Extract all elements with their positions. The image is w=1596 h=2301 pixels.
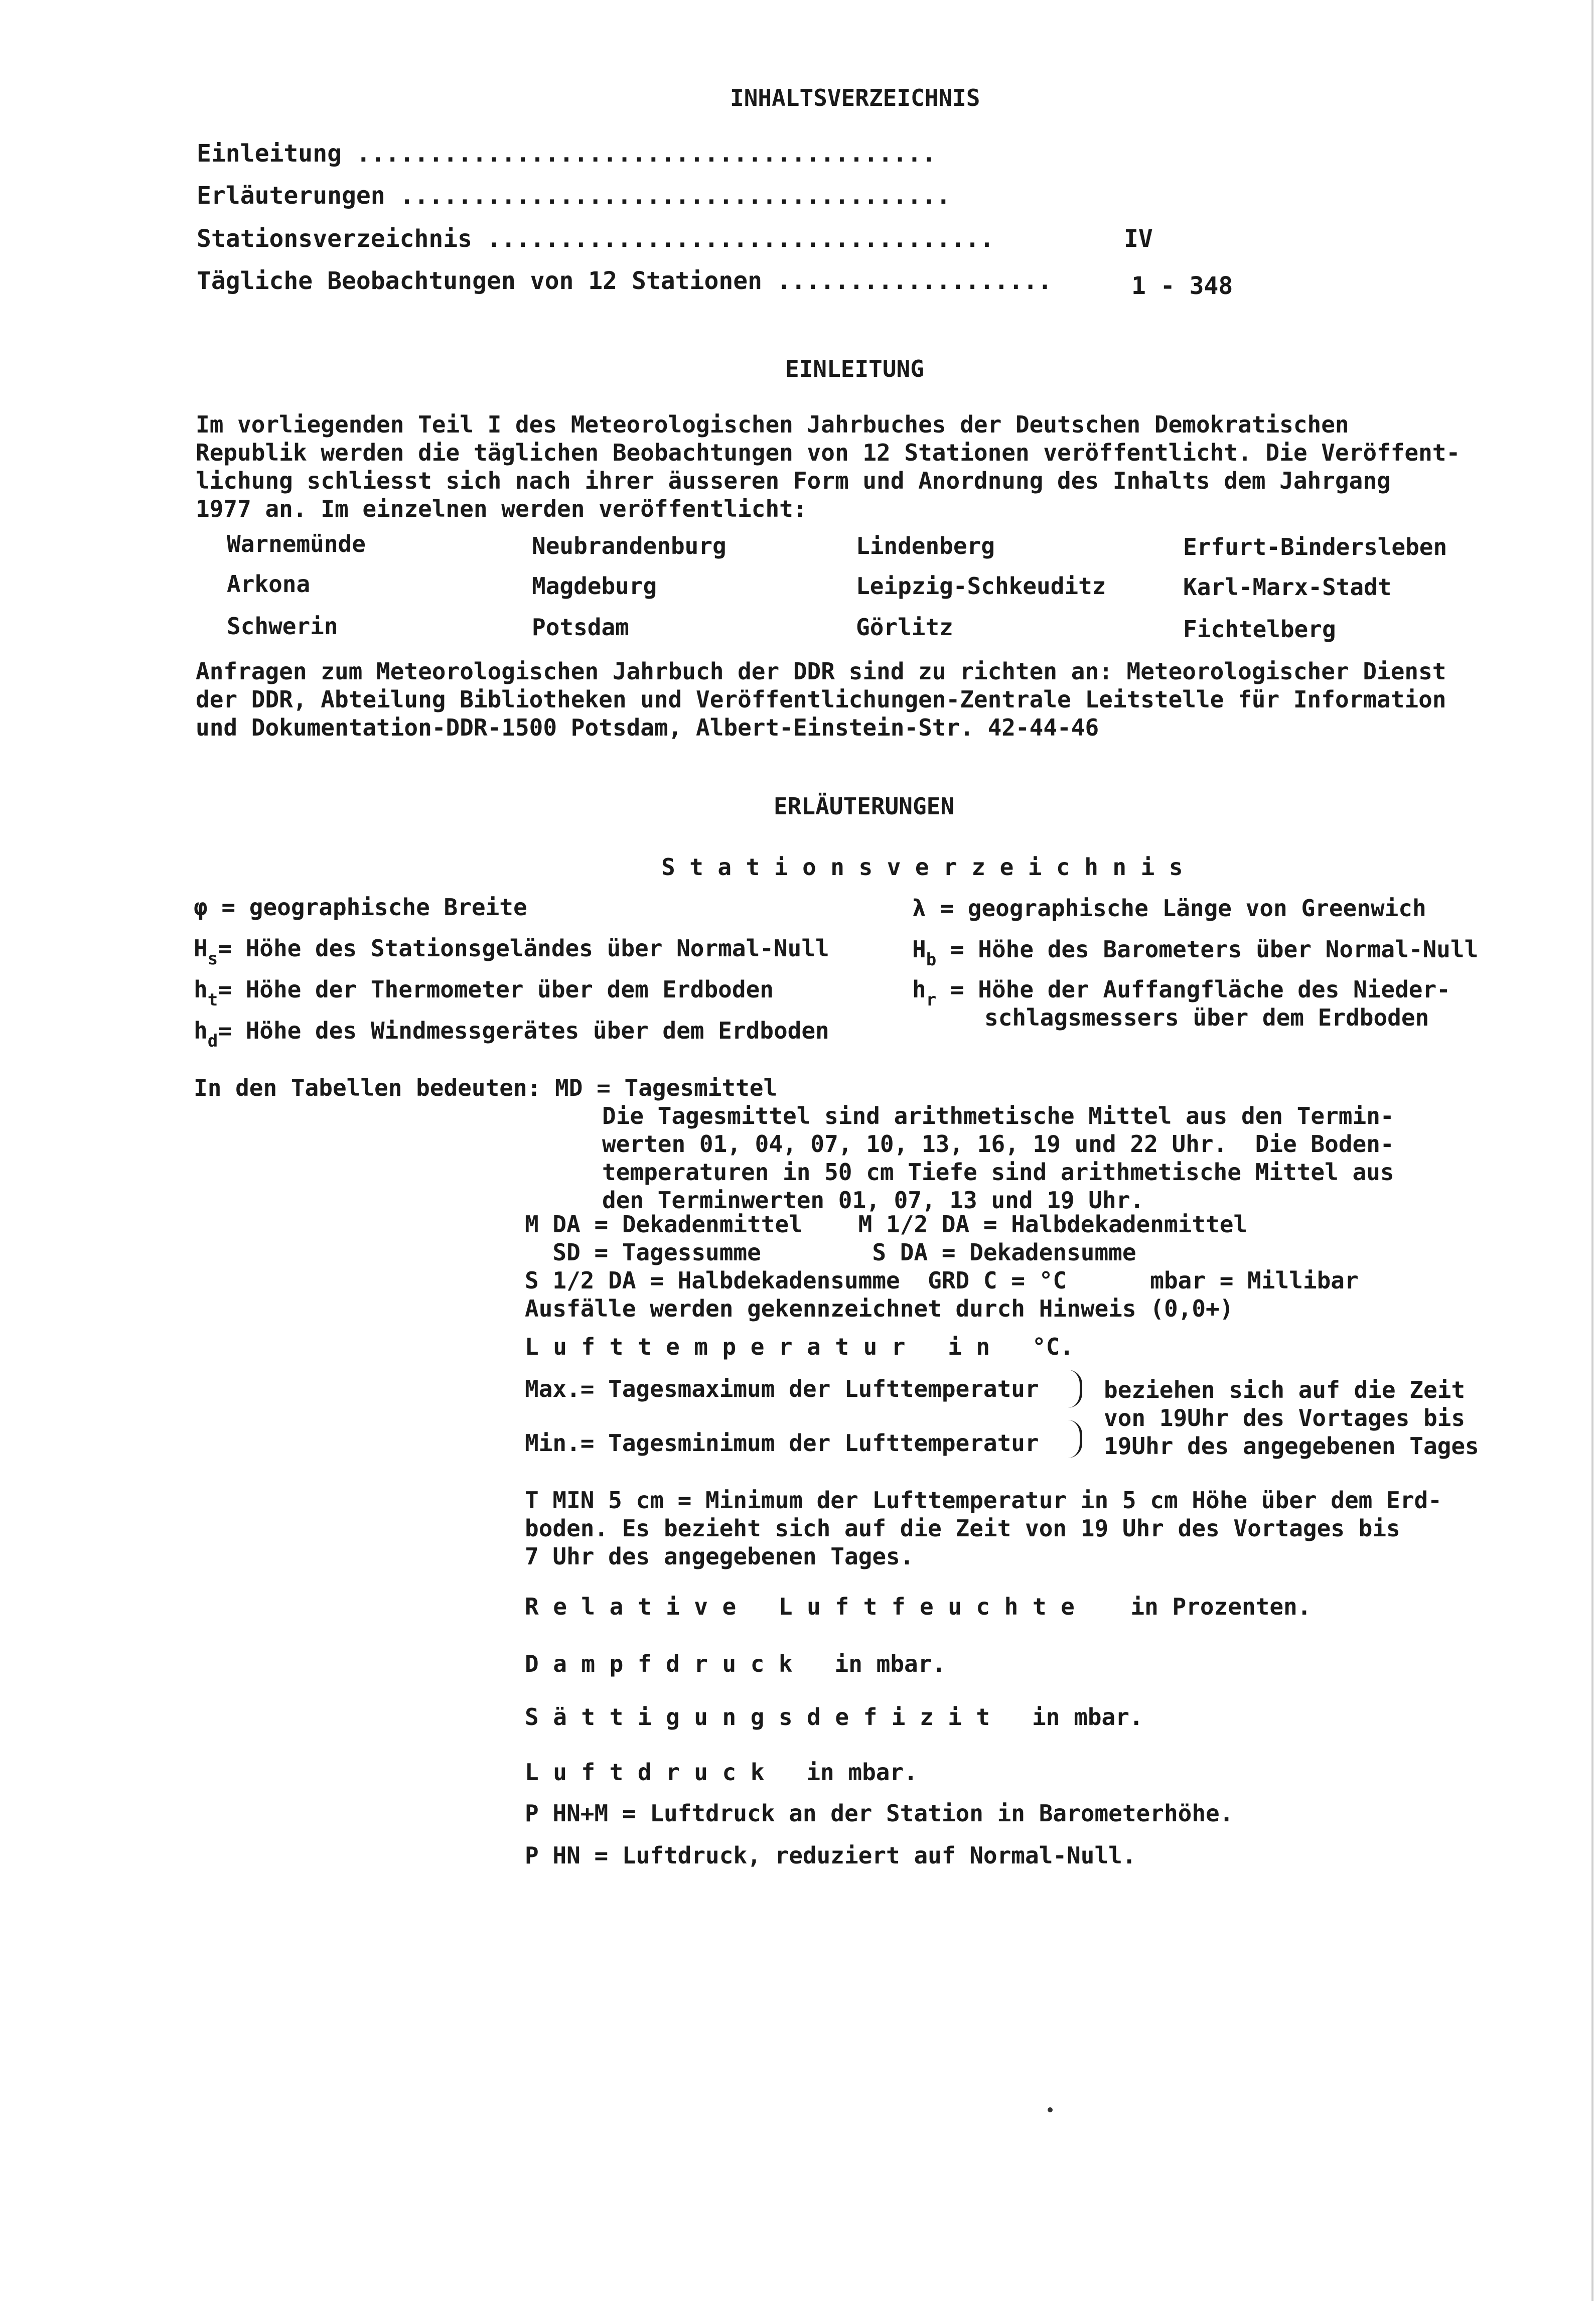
tagesmittel-line: den Terminwerten 01, 07, 13 und 19 Uhr.: [602, 1187, 1144, 1214]
tmin-paragraph: [525, 1486, 1442, 1570]
tagesmittel-line: Die Tagesmittel sind arithmetische Mittel aus den Termin-: [602, 1102, 1394, 1129]
abbr-line: S 1/2 DA = Halbdekadensumme GRD C = °C mbar = Millibar: [525, 1267, 1359, 1294]
station-goerlitz: Görlitz: [856, 614, 953, 641]
def-hr: $h_r$ = Höhe der Auffangfläche des Nieder-: [912, 976, 1450, 1010]
min-definition: Min.= Tagesminimum der Lufttemperatur: [525, 1429, 1039, 1457]
abbr-line: Ausfälle werden gekennzeichnet durch Hinweis (0,0+): [525, 1295, 1234, 1322]
def-hd: $h_d=$ Höhe des Windmessgerätes über dem Erdboden: [194, 1017, 829, 1051]
anfragen-line: und Dokumentation-DDR-1500 Potsdam, Albert-Einstein-Str. 42-44-46: [196, 714, 1099, 741]
relative-luftfeuchte: Relative Luftfeuchte in Prozenten.: [525, 1593, 1312, 1620]
brace-explanation: [1104, 1376, 1479, 1460]
toc-entry-einleitung: Einleitung ........................................: [197, 139, 936, 168]
toc-heading: INHALTSVERZEICHNIS: [730, 84, 980, 111]
anfragen-line: der DDR, Abteilung Bibliotheken und Veröffentlichungen-Zentrale Leitstelle für Information: [196, 686, 1446, 713]
tagesmittel-line: werten 01, 04, 07, 10, 13, 16, 19 und 22 Uhr. Die Boden-: [602, 1130, 1394, 1158]
anfragen-line: Anfragen zum Meteorologischen Jahrbuch der DDR sind zu richten an: Meteorologischer Dienst: [196, 658, 1446, 685]
station-potsdam: Potsdam: [532, 614, 629, 641]
brace-line: 19Uhr des angegebenen Tages: [1104, 1432, 1479, 1460]
toc-entry-beobachtungen: Tägliche Beobachtungen von 12 Stationen ...................: [197, 267, 1053, 295]
toc-entry-stationsverzeichnis: Stationsverzeichnis ...................................: [197, 225, 994, 253]
brace-lower: [1068, 1420, 1082, 1458]
def-ht: $h_t=$ Höhe der Thermometer über dem Erdboden: [194, 976, 774, 1010]
abbreviations-block: [525, 1210, 1359, 1323]
tagesmittel-line: temperaturen in 50 cm Tiefe sind arithmetische Mittel aus: [602, 1159, 1394, 1186]
station-warnemuende: Warnemünde: [227, 530, 366, 557]
erlaeuterungen-heading: ERLÄUTERUNGEN: [774, 793, 955, 820]
def-lambda: λ = geographische Länge von Greenwich: [912, 895, 1426, 922]
scan-edge-line: [1591, 0, 1593, 2301]
p-hn-definition: P HN = Luftdruck, reduziert auf Normal-Null.: [525, 1842, 1136, 1869]
tmin-line: T MIN 5 cm = Minimum der Lufttemperatur in 5 cm Höhe über dem Erd-: [525, 1487, 1442, 1514]
stationsverzeichnis-subheading: Stationsverzeichnis: [661, 853, 1198, 881]
einleitung-line: Im vorliegenden Teil I des Meteorologischen Jahrbuches der Deutschen Demokratischen: [196, 411, 1349, 438]
station-fichtelberg: Fichtelberg: [1183, 616, 1336, 643]
einleitung-heading: EINLEITUNG: [785, 355, 924, 382]
toc-entry-erlaeuterungen: Erläuterungen ......................................: [197, 182, 951, 210]
station-karl-marx-stadt: Karl-Marx-Stadt: [1183, 573, 1392, 601]
toc-page-beobachtungen: 1 - 348: [1131, 272, 1233, 300]
station-schwerin: Schwerin: [227, 613, 338, 640]
max-definition: Max.= Tagesmaximum der Lufttemperatur: [525, 1375, 1039, 1402]
p-hn-m-definition: P HN+M = Luftdruck an der Station in Barometerhöhe.: [525, 1800, 1234, 1827]
def-hr-continued: schlagsmessers über dem Erdboden: [984, 1004, 1429, 1031]
anfragen-paragraph: [196, 657, 1446, 742]
def-phi: φ = geographische Breite: [194, 894, 527, 921]
tagesmittel-paragraph: [602, 1102, 1394, 1214]
saettigungsdefizit: Sättigungsdefizit in mbar.: [525, 1703, 1143, 1731]
station-erfurt: Erfurt-Bindersleben: [1183, 533, 1447, 560]
brace-upper: [1068, 1370, 1082, 1408]
luftdruck: Luftdruck in mbar.: [525, 1759, 918, 1786]
brace-line: beziehen sich auf die Zeit: [1104, 1376, 1466, 1403]
lufttemperatur-heading: Lufttemperatur in °C.: [525, 1333, 1074, 1360]
einleitung-line: 1977 an. Im einzelnen werden veröffentlicht:: [196, 495, 807, 522]
toc-page-stationsverzeichnis: IV: [1124, 225, 1153, 253]
station-leipzig: Leipzig-Schkeuditz: [856, 572, 1106, 600]
brace-line: von 19Uhr des Vortages bis: [1104, 1404, 1466, 1431]
station-arkona: Arkona: [227, 570, 311, 598]
scan-speck: [1048, 2107, 1053, 2112]
def-hb: $H_b$ = Höhe des Barometers über Normal-Null: [912, 936, 1479, 970]
def-hs: $H_s=$ Höhe des Stationsgeländes über Normal-Null: [194, 935, 829, 969]
abbr-line: M DA = Dekadenmittel M 1/2 DA = Halbdekadenmittel: [525, 1211, 1248, 1238]
tmin-line: 7 Uhr des angegebenen Tages.: [525, 1543, 914, 1570]
einleitung-line: Republik werden die täglichen Beobachtungen von 12 Stationen veröffentlicht. Die Veröffent-: [196, 439, 1461, 466]
station-neubrandenburg: Neubrandenburg: [532, 532, 727, 559]
einleitung-paragraph: [196, 410, 1460, 523]
einleitung-line: lichung schliesst sich nach ihrer äusseren Form und Anordnung des Inhalts dem Jahrgang: [196, 467, 1391, 494]
tabellen-label: In den Tabellen bedeuten: MD = Tagesmittel: [194, 1074, 778, 1101]
abbr-line: SD = Tagessumme S DA = Dekadensumme: [525, 1239, 1136, 1266]
dampfdruck: Dampfdruck in mbar.: [525, 1650, 946, 1677]
station-magdeburg: Magdeburg: [532, 572, 657, 600]
station-lindenberg: Lindenberg: [856, 532, 995, 559]
tmin-line: boden. Es bezieht sich auf die Zeit von 19 Uhr des Vortages bis: [525, 1515, 1400, 1542]
